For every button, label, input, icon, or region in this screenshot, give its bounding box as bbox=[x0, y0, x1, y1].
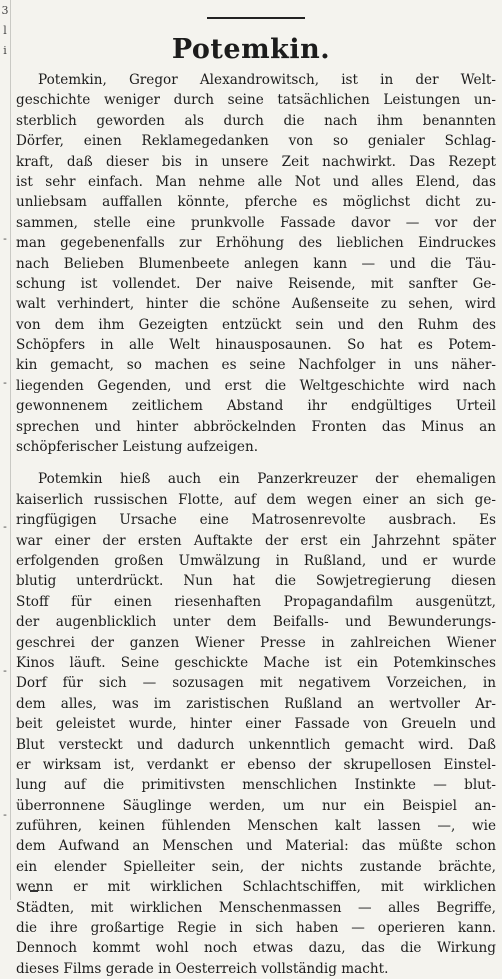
text-line: sammen, stelle eine prunkvolle Fassade davor — vor der bbox=[16, 214, 496, 231]
text-line: schöpferischer Leistung aufzeigen. bbox=[16, 439, 259, 456]
text-line: ringfügigen Ursache eine Matrosenrevolte ausbrach. Es bbox=[16, 512, 496, 529]
article-title: Potemkin. bbox=[171, 34, 331, 65]
text-line: Stoff für einen riesenhaften Propagandafilm ausgenützt, bbox=[16, 593, 496, 610]
text-line: Städten, mit wirklichen Menschenmassen — alles Begriffe, bbox=[16, 899, 496, 916]
paragraph-1 bbox=[16, 70, 496, 457]
edge-char: i bbox=[3, 44, 7, 57]
text-line: Potemkin, Gregor Alexandrowitsch, ist in der Welt- bbox=[38, 72, 496, 88]
text-line: kraft, daß dieser bis in unsere Zeit nachwirkt. Das Rezept bbox=[16, 153, 496, 170]
text-line: von dem ihm Gezeigten entzückt sein und den Ruhm des bbox=[16, 316, 496, 333]
text-line: nach Belieben Blumenbeete anlegen kann — und die Täu- bbox=[16, 255, 496, 272]
text-line: überronnene Säuglinge werden, um nur ein Beispiel an- bbox=[16, 797, 496, 814]
text-line: erfolgenden großen Umwälzung in Rußland, und er wurde bbox=[16, 552, 496, 569]
text-line: unliebsam auffallen könnte, pferche es möglichst dicht zu- bbox=[16, 194, 496, 211]
edge-char: - bbox=[3, 376, 7, 389]
paragraph-2 bbox=[16, 469, 496, 979]
text-line: Dörfer, einen Reklamegedanken von so genialer Schlag- bbox=[16, 133, 496, 150]
text-line: wenn er mit wirklichen Schlachtschiffen, mit wirklichen bbox=[16, 879, 496, 896]
edge-char: - bbox=[3, 664, 7, 677]
text-line: beit geleistet wurde, hinter einer Fassade von Greueln und bbox=[16, 716, 496, 733]
text-line: der augenblicklich unter dem Beifalls- und Bewunderungs- bbox=[16, 614, 496, 631]
edge-char: l bbox=[3, 24, 7, 37]
text-line: Potemkin hieß auch ein Panzerkreuzer der ehemaligen bbox=[38, 471, 496, 488]
text-line: zuführen, keinen fühlenden Menschen kalt lassen —, wie bbox=[16, 818, 496, 835]
article-body bbox=[16, 70, 496, 979]
text-line: er wirksam ist, verdankt er ebenso der skrupellosen Einstel- bbox=[16, 756, 496, 773]
text-line: war einer der ersten Auftakte der erst ein Jahrzehnt später bbox=[16, 532, 496, 549]
text-line: ist sehr einfach. Man nehme alle Not und alles Elend, das bbox=[16, 173, 496, 190]
text-line: Dorf für sich — sozusagen mit negativem Vorzeichen, in bbox=[16, 675, 496, 692]
text-line: gewonnenem zeitlichem Abstand ihr endgültiges Urteil bbox=[16, 398, 496, 415]
text-line: liegenden Gegenden, und erst die Weltgeschichte wird nach bbox=[16, 377, 496, 394]
text-line: Blut versteckt und dadurch unkenntlich gemacht wird. Daß bbox=[16, 736, 496, 753]
text-line: dem alles, was im zaristischen Rußland an wertvoller Ar- bbox=[16, 695, 496, 712]
text-line: geschichte weniger durch seine tatsächlichen Leistungen un- bbox=[16, 92, 496, 109]
footer-rule-fragment bbox=[30, 890, 38, 900]
text-line: dieses Films gerade in Oesterreich vollständig macht. bbox=[16, 960, 389, 977]
text-line: blutig unterdrückt. Nun hat die Sowjetregierung diesen bbox=[16, 573, 496, 590]
text-line: sprechen und hinter abbröckelnden Fronten das Minus an bbox=[16, 418, 496, 435]
edge-char: - bbox=[3, 232, 7, 245]
text-line: kaiserlich russischen Flotte, auf dem wegen einer an sich ge- bbox=[16, 491, 496, 508]
text-line: dem Aufwand an Menschen und Material: das müßte schon bbox=[16, 838, 496, 855]
text-line: Kinos läuft. Seine geschickte Mache ist ein Potemkinsches bbox=[16, 654, 496, 671]
text-line: sterblich geworden als durch die nach ihm benannten bbox=[16, 112, 496, 129]
text-line: lung auf die primitivsten menschlichen Instinkte — blut- bbox=[16, 777, 496, 794]
text-line: walt verhindert, hinter die schöne Außenseite zu sehen, wird bbox=[16, 296, 496, 313]
edge-char: - bbox=[3, 808, 7, 821]
text-line: Dennoch kommt wohl noch etwas dazu, das die Wirkung bbox=[16, 940, 496, 957]
text-line: geschrei der ganzen Wiener Presse in zahlreichen Wiener bbox=[16, 634, 496, 651]
text-line: man gegebenenfalls zur Erhöhung des lieblichen Eindruckes bbox=[16, 235, 496, 252]
text-line: kin gemacht, so machen es seine Nachfolger in uns näher- bbox=[16, 357, 496, 374]
edge-char: 3 bbox=[1, 4, 9, 17]
adjacent-column-edge bbox=[0, 0, 11, 900]
header-rule bbox=[207, 17, 305, 19]
text-line: ein elender Spielleiter sein, der nichts zustande brächte, bbox=[16, 858, 496, 875]
text-line: Schöpfers in alle Welt hinausposaunen. So hat es Potem- bbox=[16, 337, 496, 354]
edge-char: - bbox=[3, 520, 7, 533]
text-line: schung ist vollendet. Der naive Reisende, mit sanfter Ge- bbox=[16, 275, 496, 292]
text-line: die ihre großartige Regie in sich haben — operieren kann. bbox=[16, 920, 496, 937]
